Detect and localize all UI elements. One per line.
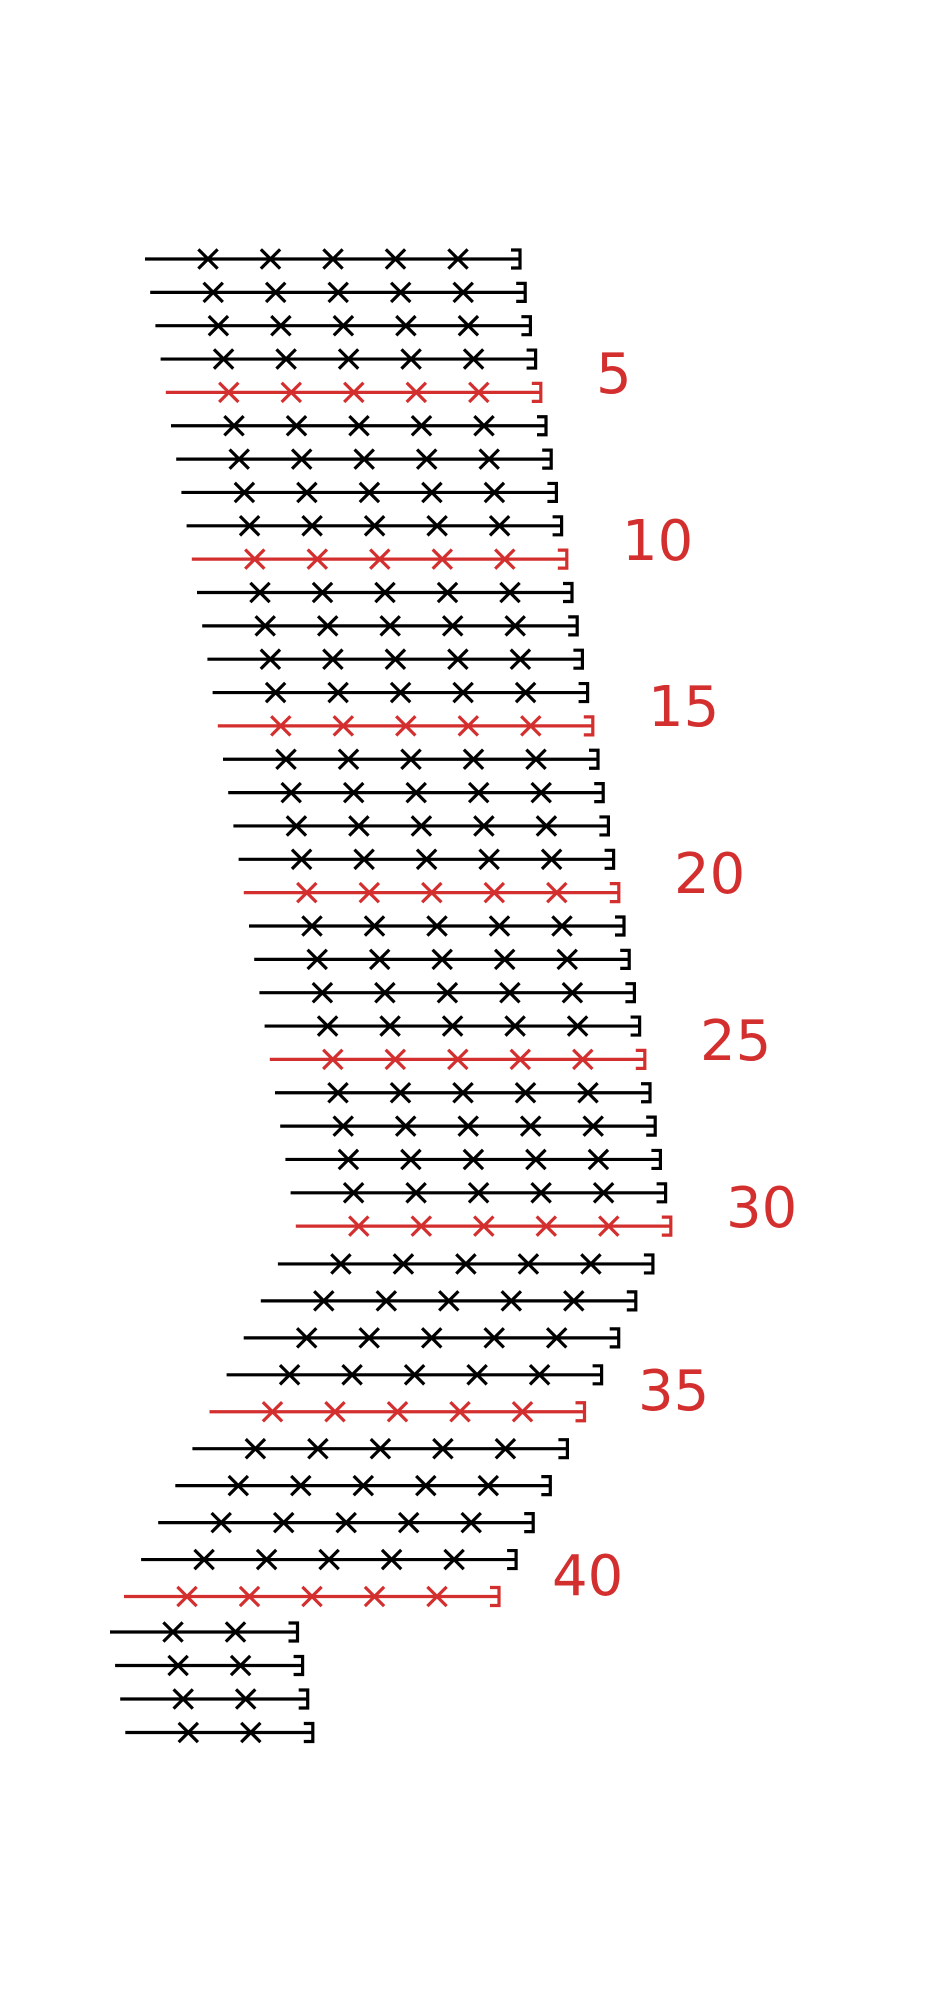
stitch-row	[207, 650, 582, 668]
stitch-row	[187, 517, 562, 535]
stitch-row	[192, 550, 567, 568]
stitch-row	[265, 1017, 640, 1035]
stitch-row	[278, 1255, 653, 1273]
row-label-10: 10	[622, 509, 694, 574]
stitch-row	[120, 1690, 308, 1708]
stitch-row	[202, 617, 577, 635]
stitch-row	[227, 1366, 602, 1384]
stitch-row	[285, 1150, 660, 1168]
row-label-40: 40	[552, 1544, 624, 1609]
stitch-row	[166, 383, 541, 401]
stitch-rows	[110, 250, 671, 1742]
stitch-row	[259, 984, 634, 1002]
row-label-30: 30	[726, 1176, 798, 1241]
stitch-row	[125, 1724, 312, 1742]
stitch-row	[296, 1217, 671, 1235]
stitch-row	[115, 1657, 303, 1675]
stitch-row	[110, 1623, 298, 1641]
stitch-row	[261, 1292, 636, 1310]
stitch-row	[155, 317, 530, 335]
row-label-20: 20	[674, 842, 746, 907]
stitch-row	[150, 283, 525, 301]
stitch-row	[249, 917, 624, 935]
stitch-row	[244, 1329, 619, 1347]
stitch-row	[239, 850, 614, 868]
stitch-row	[176, 450, 551, 468]
row-label-15: 15	[648, 675, 720, 740]
stitch-row	[124, 1588, 499, 1606]
stitch-row	[223, 750, 598, 768]
row-labels	[552, 342, 797, 1609]
stitch-row	[141, 1551, 516, 1569]
stitch-row	[197, 584, 572, 602]
stitch-row	[291, 1184, 666, 1202]
stitch-row	[254, 950, 629, 968]
stitch-row	[280, 1117, 655, 1135]
stitch-row	[181, 483, 556, 501]
stitch-row	[218, 717, 593, 735]
stitch-row	[145, 250, 520, 268]
stitch-row	[228, 784, 603, 802]
stitch-row	[171, 417, 546, 435]
stitch-row	[275, 1084, 650, 1102]
stitch-row	[213, 684, 588, 702]
stitch-row	[270, 1050, 645, 1068]
row-label-25: 25	[700, 1009, 772, 1074]
row-label-35: 35	[638, 1359, 710, 1424]
stitch-row	[192, 1440, 567, 1458]
stitch-row	[161, 350, 536, 368]
row-label-5: 5	[596, 342, 632, 407]
stitch-row	[175, 1477, 550, 1495]
stitch-row	[158, 1514, 533, 1532]
stitch-row	[210, 1403, 585, 1421]
stitch-row	[233, 817, 608, 835]
stitch-row	[244, 884, 619, 902]
